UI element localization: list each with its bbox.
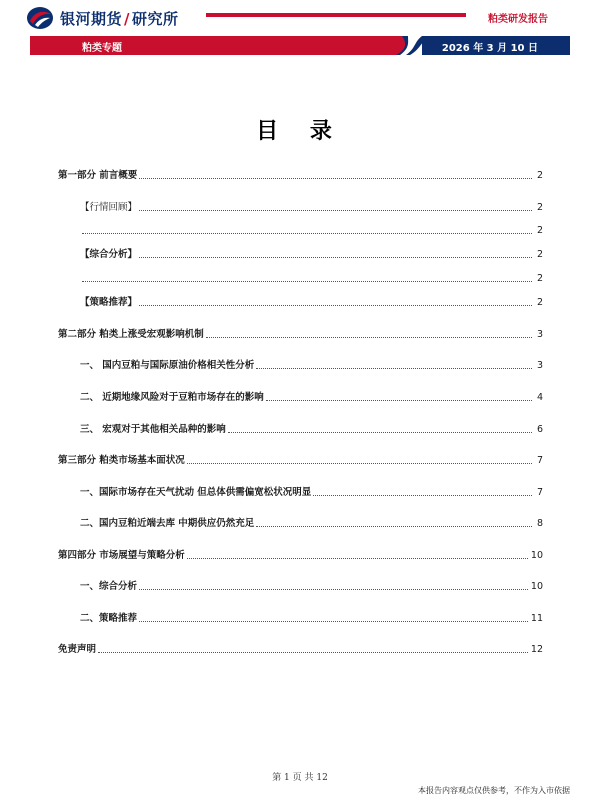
leader-dots: [187, 557, 528, 559]
leader-dots: [228, 431, 532, 433]
leader-dots: [139, 304, 532, 306]
leader-dots: [266, 399, 532, 401]
toc-entry-page: 12: [530, 644, 543, 655]
toc-entry-page: 2: [536, 225, 543, 236]
report-date: 2026 年 3 月 10 日: [441, 43, 538, 54]
toc-entry-label: 第二部分 粕类上涨受宏观影响机制: [58, 329, 204, 340]
leader-dots: [139, 177, 532, 179]
toc-entry-part4[interactable]: [58, 548, 543, 562]
toc-entry-label: 【策略推荐】: [80, 297, 138, 308]
toc-entry-label: 一、综合分析: [80, 581, 138, 592]
toc-entry-label: 【综合分析】: [80, 249, 138, 260]
toc-entry-page: 7: [536, 455, 543, 466]
toc-entry-3-2[interactable]: [58, 516, 543, 530]
leader-dots: [256, 367, 532, 369]
toc-entry-page: 10: [530, 550, 543, 561]
toc-entry-page: 3: [536, 360, 543, 371]
brand-dept: 研究所: [132, 10, 179, 28]
leader-dots: [82, 280, 532, 282]
toc-entry-3-1[interactable]: [58, 485, 543, 499]
brand-name: 银河期货: [60, 10, 123, 28]
toc-entry-strategy[interactable]: [58, 295, 543, 309]
page-number: 第 1 页 共 12: [272, 773, 328, 783]
leader-dots: [139, 209, 532, 211]
toc-entry-label: 第四部分 市场展望与策略分析: [58, 550, 185, 561]
toc-entry-part2[interactable]: [58, 327, 543, 341]
leader-dots: [139, 256, 532, 258]
report-header: [0, 0, 600, 60]
toc-entry-page: 3: [536, 329, 543, 340]
toc-entry-market-review[interactable]: [58, 200, 543, 214]
brand-title: [60, 8, 179, 29]
band-title: 粕类专题: [82, 43, 122, 54]
toc-entry-label: 免责声明: [58, 644, 97, 655]
toc-entry-blank-1[interactable]: [58, 223, 543, 237]
toc-entry-blank-2[interactable]: [58, 271, 543, 285]
toc-entry-label: 三、 宏观对于其他相关品种的影响: [80, 424, 226, 435]
toc-entry-label: 第三部分 粕类市场基本面状况: [58, 455, 185, 466]
toc-entry-label: 一、国际市场存在天气扰动 但总体供需偏宽松状况明显: [80, 487, 312, 498]
galaxy-logo-icon: [26, 6, 54, 30]
toc-entry-part1[interactable]: [58, 168, 543, 182]
leader-dots: [139, 588, 528, 590]
toc-entry-2-2[interactable]: [58, 390, 543, 404]
leader-dots: [139, 620, 528, 622]
toc-entry-page: 4: [536, 392, 543, 403]
toc-entry-analysis[interactable]: [58, 247, 543, 261]
toc-entry-page: 8: [536, 518, 543, 529]
toc-title: 目 录: [256, 119, 344, 144]
toc-entry-4-2[interactable]: [58, 611, 543, 625]
toc-entry-2-3[interactable]: [58, 422, 543, 436]
toc-entry-label: 二、策略推荐: [80, 613, 138, 624]
leader-dots: [206, 336, 532, 338]
toc-entry-label: 【行情回顾】: [80, 202, 138, 213]
header-red-line: [206, 13, 466, 17]
brand-slash: /: [124, 10, 130, 28]
toc-entry-page: 2: [536, 273, 543, 284]
toc-entry-page: 6: [536, 424, 543, 435]
leader-dots: [82, 232, 532, 234]
leader-dots: [187, 462, 532, 464]
title-band: [30, 36, 570, 55]
toc-entry-page: 2: [536, 297, 543, 308]
toc-entry-2-1[interactable]: [58, 358, 543, 372]
report-type: 粕类研发报告: [488, 14, 548, 25]
toc-entry-4-1[interactable]: [58, 579, 543, 593]
footer-disclaimer-note: 本报告内容观点仅供参考，不作为入市依据: [418, 786, 570, 795]
toc-entry-page: 2: [536, 202, 543, 213]
leader-dots: [313, 494, 532, 496]
toc-entry-label: 二、国内豆粕近端去库 中期供应仍然充足: [80, 518, 255, 529]
toc-entry-page: 11: [530, 613, 543, 624]
toc-entry-label: 一、 国内豆粕与国际原油价格相关性分析: [80, 360, 255, 371]
toc-entry-page: 10: [530, 581, 543, 592]
leader-dots: [256, 525, 532, 527]
toc-entry-label: 第一部分 前言概要: [58, 170, 138, 181]
toc-entry-page: 2: [536, 249, 543, 260]
toc-entry-part3[interactable]: [58, 453, 543, 467]
toc-entry-label: 二、 近期地缘风险对于豆粕市场存在的影响: [80, 392, 264, 403]
toc-entry-disclaimer[interactable]: [58, 642, 543, 656]
leader-dots: [98, 651, 528, 653]
toc-entry-page: 2: [536, 170, 543, 181]
toc-entry-page: 7: [536, 487, 543, 498]
